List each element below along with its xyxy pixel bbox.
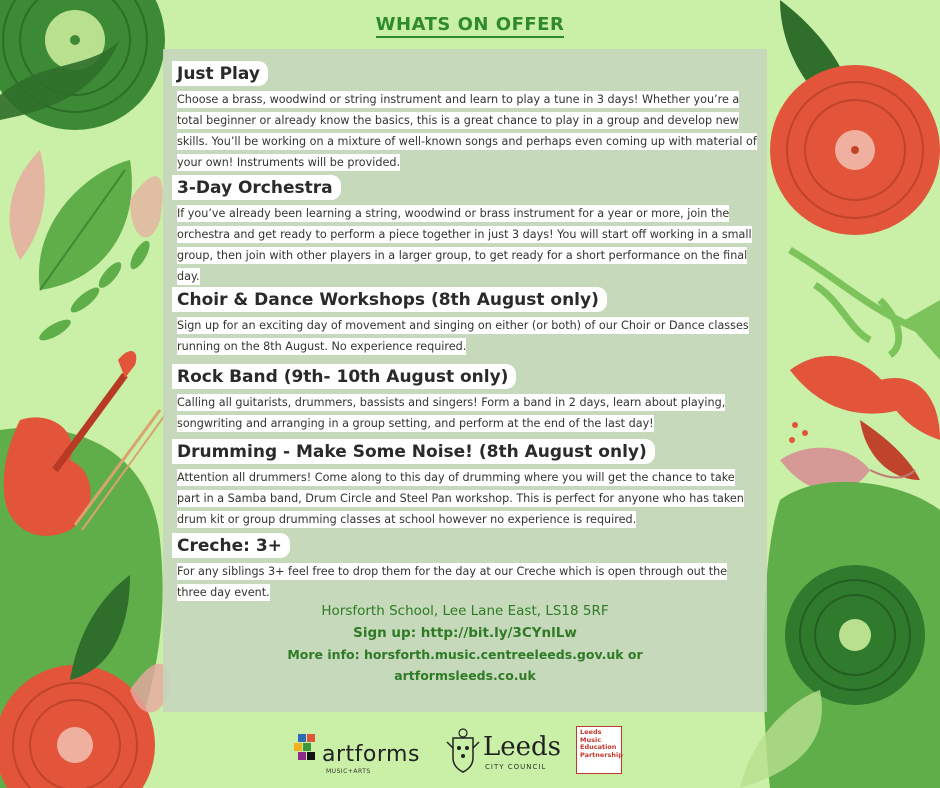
section-creche — [172, 533, 762, 602]
section-3-day-orchestra — [172, 175, 762, 286]
section-title: Choir & Dance Workshops (8th August only) — [172, 287, 607, 312]
artforms-wordmark: artforms — [322, 742, 420, 767]
section-title: Just Play — [172, 61, 268, 86]
section-rock-band — [172, 364, 762, 433]
leeds-city-council-logo — [445, 726, 575, 778]
partner-logos — [290, 724, 630, 780]
page-title: WHATS ON OFFER — [0, 14, 940, 35]
section-just-play — [172, 61, 762, 172]
section-title: 3-Day Orchestra — [172, 175, 341, 200]
section-body: Choose a brass, woodwind or string instrument and learn to play a tune in 3 days! Whether you’re a total beginner or already know the basics, this is a great chance to play in a group and develop new skills. You’ll be working on a mixture of well-known songs and perhaps even coming up with material of your own! Instruments will be provided. — [177, 93, 757, 169]
more-info-link[interactable]: More info: horsforth.music.centreeleeds.gov.uk or — [287, 647, 643, 662]
section-title: Drumming - Make Some Noise! (8th August only) — [172, 439, 655, 464]
trumpet-icon — [790, 250, 920, 355]
section-drumming — [172, 439, 762, 529]
section-title: Rock Band (9th- 10th August only) — [172, 364, 516, 389]
more-info-link-2[interactable]: artformsleeds.co.uk — [394, 668, 536, 683]
section-body: If you’ve already been learning a string, woodwind or brass instrument for a year or more, join the orchestra and get ready to perform a piece together in just 3 days! You will start off working in a small group, then join with other players in a larger group, to get ready for a short performance on the final day. — [177, 207, 752, 283]
vinyl-record-icon — [785, 565, 925, 705]
artforms-tagline: MUSIC+ARTS — [326, 768, 371, 775]
section-title: Creche: 3+ — [172, 533, 290, 558]
leeds-wordmark: Leeds — [483, 732, 562, 762]
artforms-logo — [294, 728, 434, 776]
section-body: Sign up for an exciting day of movement and singing on either (or both) of our Choir or Dance classes running on the 8th August. No experience required. — [177, 319, 749, 353]
section-choir-dance — [172, 287, 762, 356]
footer — [163, 600, 767, 686]
leeds-tagline: CITY COUNCIL — [485, 763, 547, 771]
vinyl-record-icon — [770, 65, 940, 235]
artforms-squares-icon — [294, 734, 324, 764]
lmep-logo: Leeds Music Education Partnership — [576, 726, 622, 774]
section-body: Attention all drummers! Come along to this day of drumming where you will get the chance to take part in a Samba band, Drum Circle and Steel Pan workshop. This is perfect for anyone who has taken drum kit or group drumming classes at school however no experience is required. — [177, 471, 744, 526]
signup-link[interactable]: Sign up: http://bit.ly/3CYnlLw — [353, 625, 577, 641]
section-body: For any siblings 3+ feel free to drop them for the day at our Creche which is open through out the three day event. — [177, 565, 728, 599]
venue-address: Horsforth School, Lee Lane East, LS18 5RF — [321, 603, 609, 619]
section-body: Calling all guitarists, drummers, bassists and singers! Form a band in 2 days, learn about playing, songwriting and arranging in a group setting, and perform at the end of the last day! — [177, 396, 726, 430]
coat-of-arms-icon — [445, 728, 481, 776]
